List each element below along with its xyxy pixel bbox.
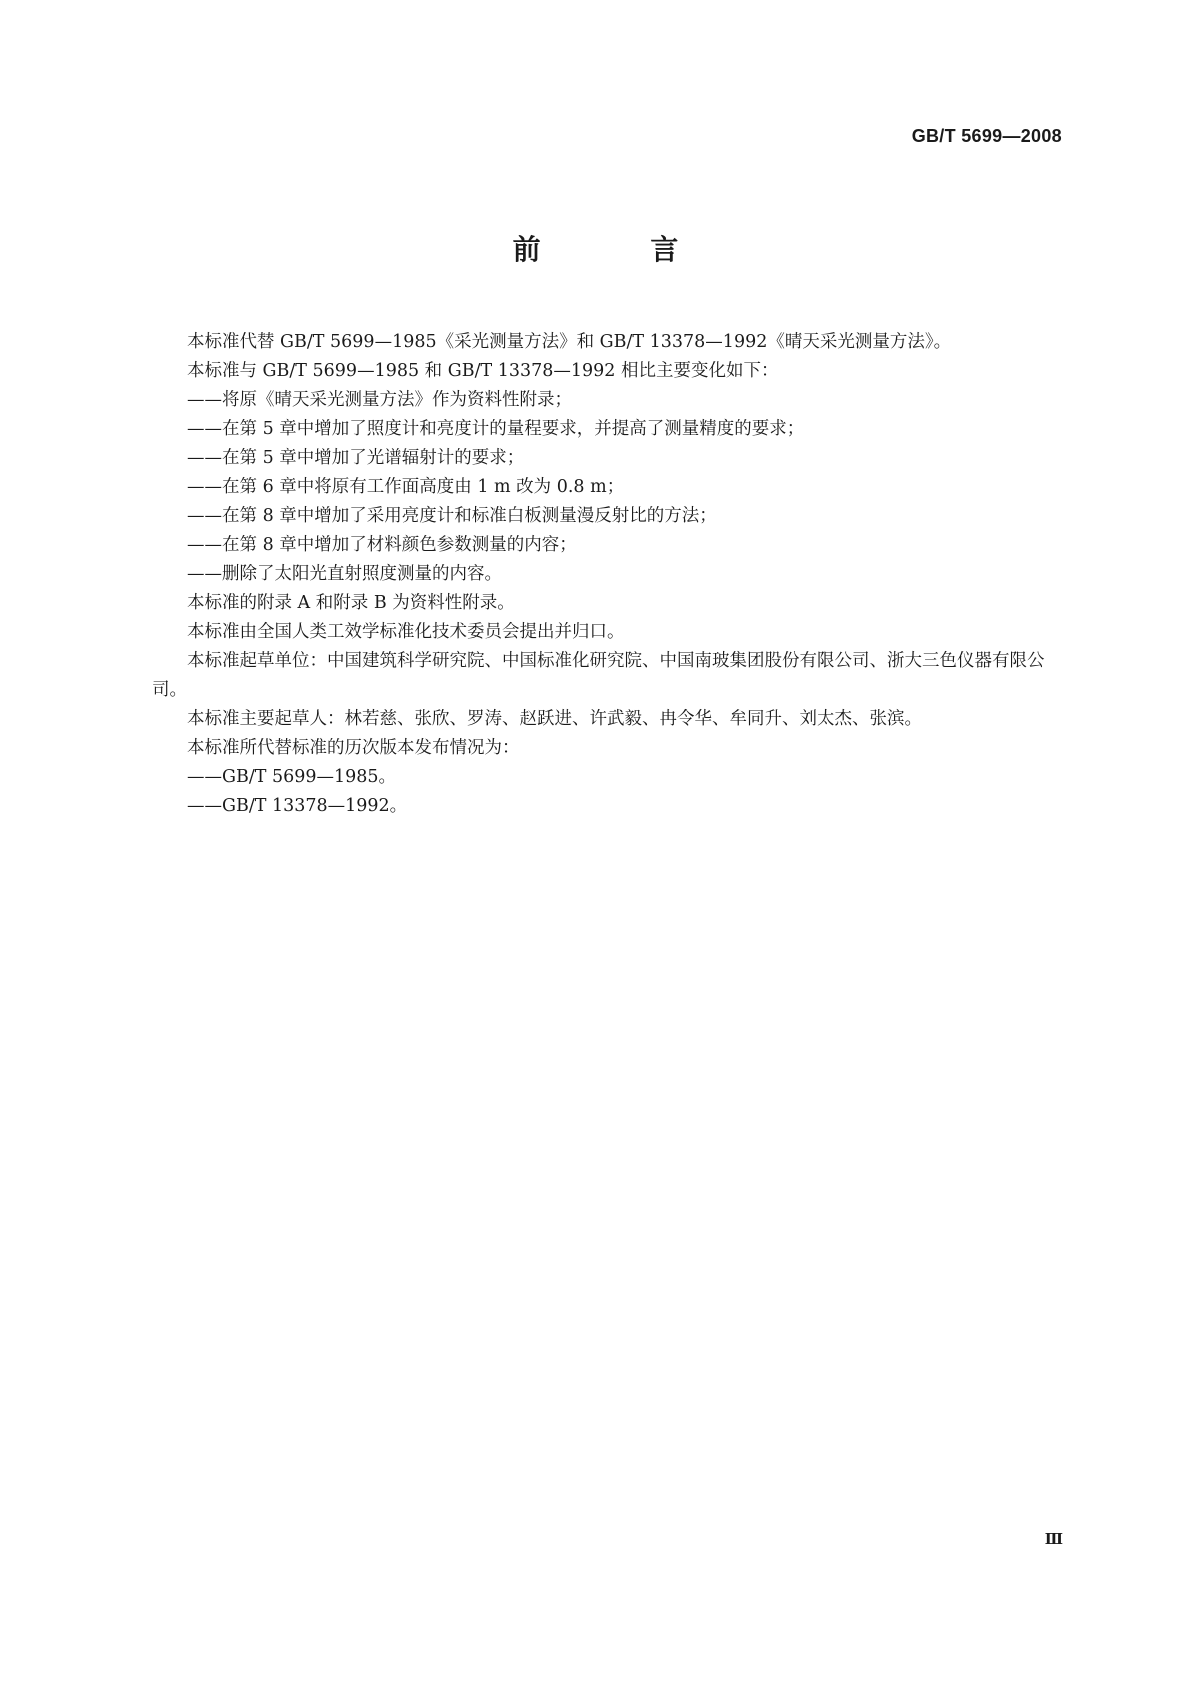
- paragraph: 本标准由全国人类工效学标准化技术委员会提出并归口。: [187, 622, 625, 642]
- paragraph: 本标准代替 GB/T 5699—1985《采光测量方法》和 GB/T 13378—1992《晴天采光测量方法》。: [187, 332, 952, 352]
- paragraph: 本标准主要起草人：林若慈、张欣、罗涛、赵跃进、许武毅、冉令华、牟同升、刘太杰、张滨。: [187, 709, 922, 729]
- document-body: [152, 328, 1060, 821]
- list-item: ——在第 5 章中增加了照度计和亮度计的量程要求，并提高了测量精度的要求；: [187, 419, 805, 439]
- list-item: ——将原《晴天采光测量方法》作为资料性附录；: [187, 390, 572, 410]
- paragraph: 本标准与 GB/T 5699—1985 和 GB/T 13378—1992 相比主要变化如下：: [187, 361, 779, 381]
- list-item: ——在第 6 章中将原有工作面高度由 1 m 改为 0.8 m；: [187, 477, 625, 497]
- paragraph: 本标准所代替标准的历次版本发布情况为：: [187, 738, 520, 758]
- list-item: ——GB/T 13378—1992。: [187, 796, 408, 816]
- page-number: Ⅲ: [1044, 1530, 1063, 1548]
- standard-code: GB/T 5699—2008: [911, 126, 1062, 146]
- paragraph: 本标准起草单位：中国建筑科学研究院、中国标准化研究院、中国南玻集团股份有限公司、浙大三色仪器有限公司。: [152, 651, 1045, 700]
- list-item: ——在第 8 章中增加了材料颜色参数测量的内容；: [187, 535, 577, 555]
- list-item: ——删除了太阳光直射照度测量的内容。: [187, 564, 502, 584]
- list-item: ——在第 5 章中增加了光谱辐射计的要求；: [187, 448, 525, 468]
- list-item: ——GB/T 5699—1985。: [187, 767, 397, 787]
- list-item: ——在第 8 章中增加了采用亮度计和标准白板测量漫反射比的方法；: [187, 506, 717, 526]
- page-title: 前 言: [512, 233, 729, 266]
- paragraph: 本标准的附录 A 和附录 B 为资料性附录。: [187, 593, 515, 613]
